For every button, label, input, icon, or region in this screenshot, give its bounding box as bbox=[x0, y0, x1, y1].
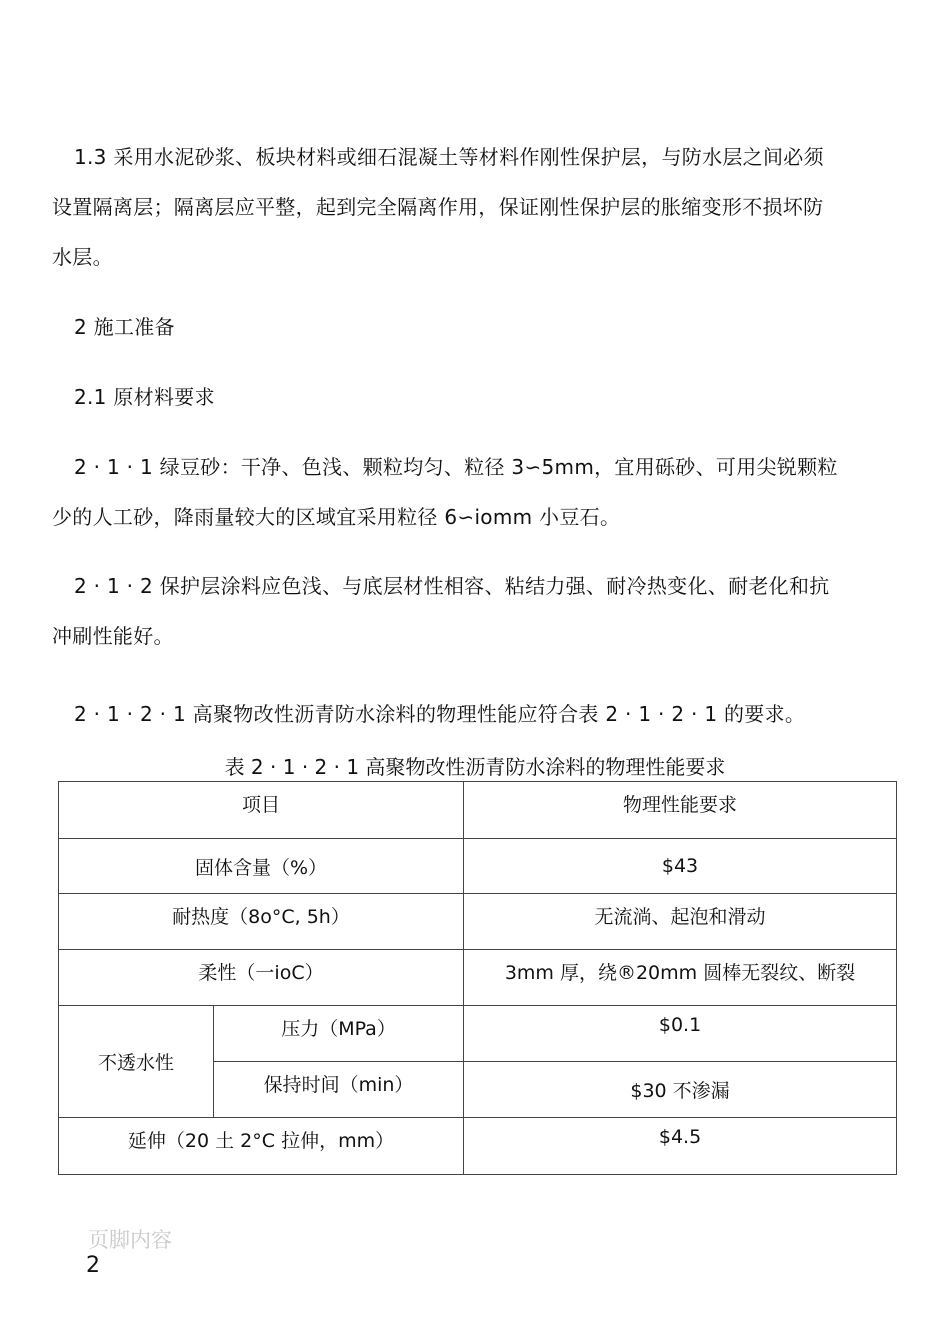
item-cell: 延伸（20 土 2°C 拉伸，mm） bbox=[59, 1118, 464, 1175]
table-caption: 表 2 · 1 · 2 · 1 高聚物改性沥青防水涂料的物理性能要求 bbox=[224, 755, 726, 779]
table-row bbox=[59, 839, 897, 894]
table-header-row bbox=[59, 782, 897, 839]
item-cell: 耐热度（8o°C, 5h） bbox=[59, 894, 464, 950]
group-cell: 不透水性 bbox=[59, 1006, 214, 1118]
paragraph-2-1-2-1 bbox=[52, 689, 904, 739]
table-row bbox=[59, 894, 897, 950]
requirement-cell: $43 bbox=[464, 839, 897, 894]
table-row bbox=[59, 950, 897, 1006]
item-cell: 固体含量（%） bbox=[59, 839, 464, 894]
item-cell: 压力（MPa） bbox=[214, 1006, 464, 1062]
table-row bbox=[59, 1006, 897, 1062]
paragraph-1-3 bbox=[52, 132, 904, 282]
requirement-cell: 3mm 厚，绕®20mm 圆棒无裂纹、断裂 bbox=[464, 950, 897, 1006]
paragraph-line: 1.3 采用水泥砂浆、板块材料或细石混凝土等材料作刚性保护层，与防水层之间必须 bbox=[74, 145, 824, 169]
requirement-cell: $30 不渗漏 bbox=[464, 1062, 897, 1118]
requirement-cell: 无流淌、起泡和滑动 bbox=[464, 894, 897, 950]
paragraph-line: 2 · 1 · 2 · 1 高聚物改性沥青防水涂料的物理性能应符合表 2 · 1 · 2 · 1 的要求。 bbox=[74, 702, 806, 726]
footer-text: 页脚内容 bbox=[88, 1228, 172, 1252]
requirement-cell: $0.1 bbox=[464, 1006, 897, 1062]
requirement-cell: $4.5 bbox=[464, 1118, 897, 1175]
item-cell: 柔性（一ioC） bbox=[59, 950, 464, 1006]
section-title: 2 施工准备 bbox=[74, 315, 175, 339]
physical-properties-table bbox=[58, 781, 897, 1175]
section-title: 2.1 原材料要求 bbox=[74, 385, 215, 409]
section-heading-2 bbox=[52, 302, 904, 352]
paragraph-line: 2 · 1 · 2 保护层涂料应色浅、与底层材性相容、粘结力强、耐冷热变化、耐老化和抗 bbox=[74, 574, 830, 598]
paragraph-2-1-2 bbox=[52, 561, 904, 661]
paragraph-2-1-1 bbox=[52, 442, 904, 542]
header-requirement: 物理性能要求 bbox=[464, 782, 897, 839]
header-item: 项目 bbox=[59, 782, 464, 839]
paragraph-line: 少的人工砂，降雨量较大的区域宜采用粒径 6∽iomm 小豆石。 bbox=[52, 505, 621, 529]
section-heading-2-1 bbox=[52, 372, 904, 422]
paragraph-line: 水层。 bbox=[52, 245, 113, 269]
paragraph-line: 设置隔离层；隔离层应平整，起到完全隔离作用，保证刚性保护层的胀缩变形不损坏防 bbox=[52, 195, 824, 219]
page-number: 2 bbox=[86, 1253, 100, 1278]
paragraph-line: 冲刷性能好。 bbox=[52, 624, 174, 648]
paragraph-line: 2 · 1 · 1 绿豆砂：干净、色浅、颗粒均匀、粒径 3∽5mm，宜用砾砂、可用尖锐颗粒 bbox=[74, 455, 838, 479]
item-cell: 保持时间（min） bbox=[214, 1062, 464, 1118]
table-row bbox=[59, 1118, 897, 1175]
